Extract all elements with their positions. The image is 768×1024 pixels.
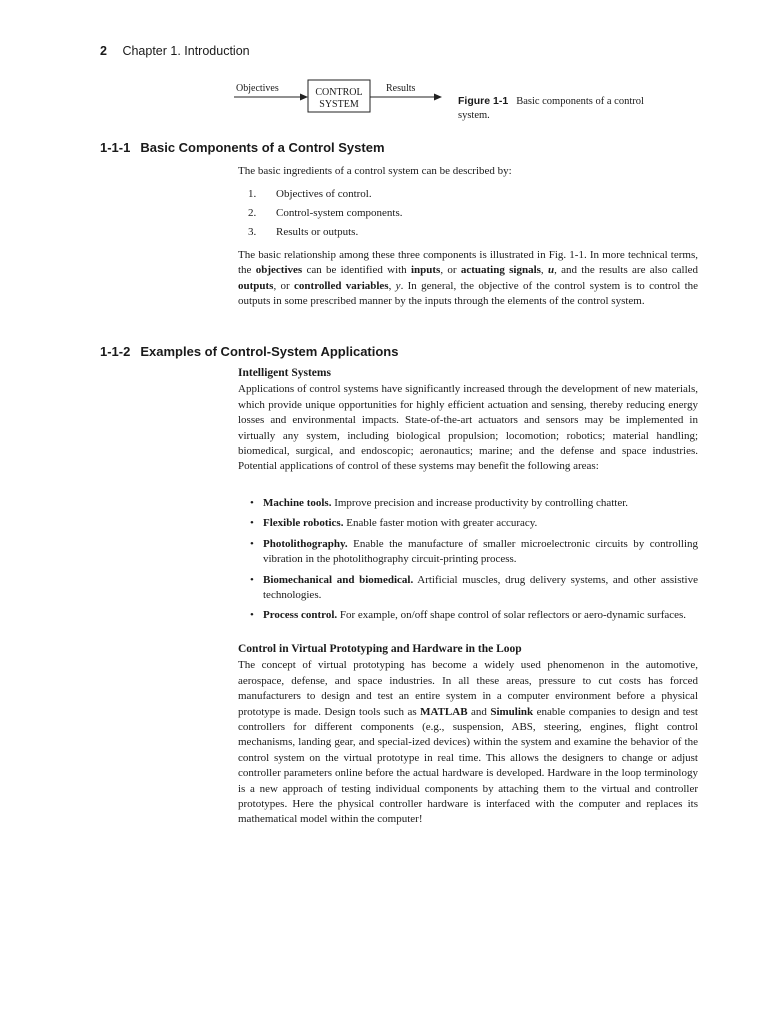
section-number: 1-1-1 [100, 140, 131, 155]
section-heading-1-1-1 [100, 140, 385, 155]
list-item: 1. Objectives of control. [248, 188, 372, 200]
caption-text: Basic components of a control system. [458, 96, 644, 121]
intro-text: The basic ingredients of a control system can be described by: [238, 165, 512, 177]
figure-caption [458, 94, 678, 123]
figure-1-1 [234, 78, 684, 126]
box-line2: SYSTEM [319, 99, 359, 110]
page-number: 2 [100, 44, 107, 58]
section-heading-1-1-2 [100, 344, 398, 359]
list-item: • Flexible robotics. Enable faster motion with greater accuracy. [250, 517, 538, 530]
control-system-label [308, 87, 370, 111]
subsection-text: Applications of control systems have significantly increased through the development of new materials, which provide unique opportunities for highly efficient actuation and sensing, thereby reducing energy losses and environmental impacts. State-of-the-art actuators and sensors may be implemented in virtually any system, including biological propulsion; locomotion; robotics; material handling; biomedical, surgical, and endoscopic; aeronautics; marine; and the defense and space industries. Potential applications of control of these systems may benefit the following areas: [238, 383, 698, 473]
box-line1: CONTROL [315, 87, 363, 98]
application-areas-list [250, 496, 698, 629]
section-title: Examples of Control-System Applications [140, 344, 399, 359]
section-title: Basic Components of a Control System [140, 140, 385, 155]
virtual-prototyping: Control in Virtual Prototyping and Hardware in the Loop The concept of virtual prototyping has become a widely used phenomenon in the automotive, aerospace, defense, and space industries. In all these areas, pressure to cut costs has forced manufacturers to design and test an entire system in a computer environment before a physical prototype is made. Design tools such as MATLAB and Simulink enable companies to design and test controllers for different components (e.g., suspension, ABS, steering, engines, flight control mechanisms, landing gear, and special-ized devices) within the system and examine the behavior of the control system on the virtual prototype in real time. This allows the designers to change or adjust controller parameters online before the actual hardware is developed. Hardware in the loop terminology is a new approach of testing individual components by attaching them to the virtual and controller prototypes. Here the physical controller hardware is interfaced with the computer and replaces its mathematical model within the computer! [238, 643, 698, 826]
subsection-title: Intelligent Systems [238, 367, 331, 379]
list-item: 3. Results or outputs. [248, 226, 359, 238]
intelligent-systems [238, 366, 698, 475]
list-item: • Photolithography. Enable the manufacture of smaller microelectronic circuits by controlling vibration in the photolithography circuit-printing process. [250, 537, 698, 566]
section-number: 1-1-2 [100, 344, 131, 359]
chapter-title: Chapter 1. Introduction [122, 44, 250, 58]
list-item: • Process control. For example, on/off shape control of solar reflectors or aero-dynamic surfaces. [250, 609, 687, 622]
subsection-title: Control in Virtual Prototyping and Hardware in the Loop [238, 643, 522, 655]
list-item: • Biomechanical and biomedical. Artificial muscles, drug delivery systems, and other assistive technologies. [250, 573, 698, 602]
input-label: Objectives [236, 83, 279, 94]
list-item: • Machine tools. Improve precision and increase productivity by controlling chatter. [250, 497, 629, 509]
section1-paragraph: The basic relationship among these three components is illustrated in Fig. 1-1. In more technical terms, the objectives can be identified with inputs, or actuating signals, u, and the results are also called outputs, or controlled variables, y. In general, the objective of the control system is to control the outputs in some prescribed manner by the inputs through the elements of the control system. [238, 249, 699, 308]
output-label: Results [386, 83, 416, 94]
running-header [100, 44, 250, 58]
section1-intro [238, 164, 698, 179]
ingredients-list [248, 185, 403, 242]
list-item: 2. Control-system components. [248, 207, 403, 219]
caption-label: Figure 1-1 [458, 95, 509, 107]
